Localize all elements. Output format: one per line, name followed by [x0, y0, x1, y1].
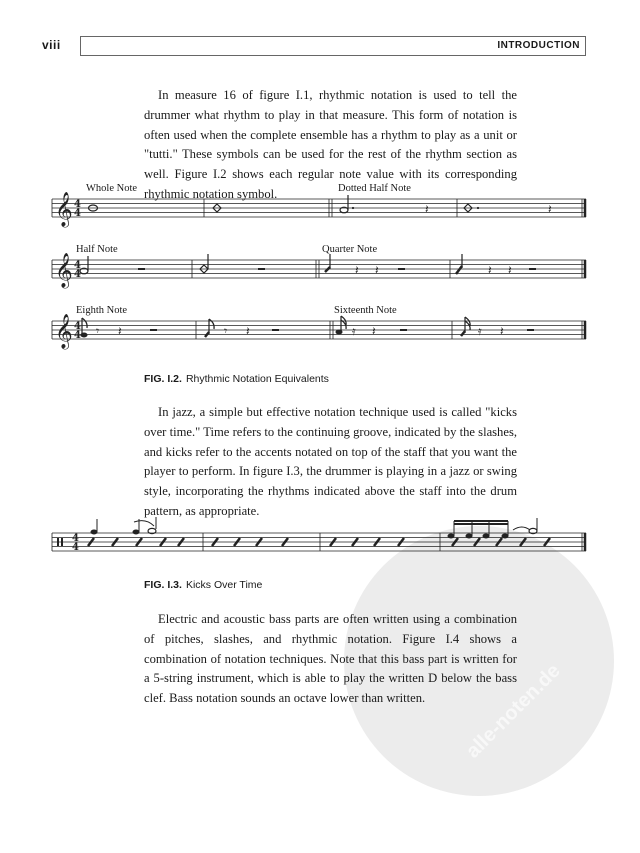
svg-text:4: 4	[74, 199, 81, 210]
label-dotted-half-note: Dotted Half Note	[338, 183, 411, 194]
svg-text:𝄽: 𝄽	[508, 263, 512, 277]
svg-text:4: 4	[72, 542, 79, 553]
svg-text:𝄽: 𝄽	[355, 263, 359, 277]
paragraph-1: In measure 16 of figure I.1, rhythmic notation is used to tell the drummer what rhythm to play in that measure. This form of notation is often used when the complete ensemble has a rhythm to play as a unit or "tutti." These symbols can be used for the rest of the rhythm section as well. Figure I.2 shows each regular note value with its corresponding rhythmic notation symbol.	[144, 88, 517, 201]
treble-clef: 𝄞	[55, 253, 73, 288]
svg-text:4: 4	[74, 208, 81, 219]
svg-text:𝄽: 𝄽	[375, 263, 379, 277]
svg-text:𝄿: 𝄿	[352, 324, 356, 338]
svg-text:𝄽: 𝄽	[246, 324, 250, 338]
paragraph-3: Electric and acoustic bass parts are often written using a combination of pitches, slashes, and rhythmic notation. Figure I.4 shows a combination of notation techniques. Note that this bass part is written for a 5-string instrument, which is able to play the written D below the bass clef. Bass notation sounds an octave lower than written.	[144, 612, 517, 706]
svg-text:𝄽: 𝄽	[500, 324, 504, 338]
svg-text:4: 4	[72, 533, 79, 544]
svg-text:4: 4	[74, 321, 81, 332]
svg-text:4: 4	[74, 260, 81, 271]
label-half-note: Half Note	[76, 244, 118, 255]
label-whole-note: Whole Note	[86, 183, 138, 194]
svg-text:4: 4	[74, 269, 81, 280]
svg-text:𝄽: 𝄽	[118, 324, 122, 338]
section-title: INTRODUCTION	[497, 40, 580, 51]
svg-text:𝄾: 𝄾	[96, 324, 100, 338]
svg-text:𝄽: 𝄽	[548, 202, 552, 216]
treble-clef: 𝄞	[55, 314, 73, 349]
svg-text:4: 4	[74, 330, 81, 341]
paragraph-2: In jazz, a simple but effective notation technique used is called "kicks over time." Time refers to the continuing groove, indicated by the slashes, and kicks refer to the accents notated on top of the staff that you want the player to perform. In figure I.3, the drummer is playing in a jazz or swing style, incorporating the rhythms indicated above the staff into the drum pattern, as appropriate.	[144, 405, 517, 518]
page-number: viii	[42, 38, 61, 52]
label-sixteenth-note: Sixteenth Note	[334, 305, 397, 316]
label-quarter-note: Quarter Note	[322, 244, 378, 255]
label-eighth-note: Eighth Note	[76, 305, 128, 316]
watermark-text: alle-noten.de	[461, 659, 565, 763]
svg-text:𝄽: 𝄽	[425, 202, 429, 216]
svg-text:𝄿: 𝄿	[478, 324, 482, 338]
svg-text:𝄽: 𝄽	[372, 324, 376, 338]
svg-text:𝄾: 𝄾	[224, 324, 228, 338]
figure-i3-caption: FIG. I.3. Kicks Over Time	[144, 579, 263, 591]
svg-text:𝄽: 𝄽	[488, 263, 492, 277]
treble-clef: 𝄞	[55, 192, 73, 227]
figure-i2-caption: FIG. I.2. Rhythmic Notation Equivalents	[144, 373, 329, 385]
